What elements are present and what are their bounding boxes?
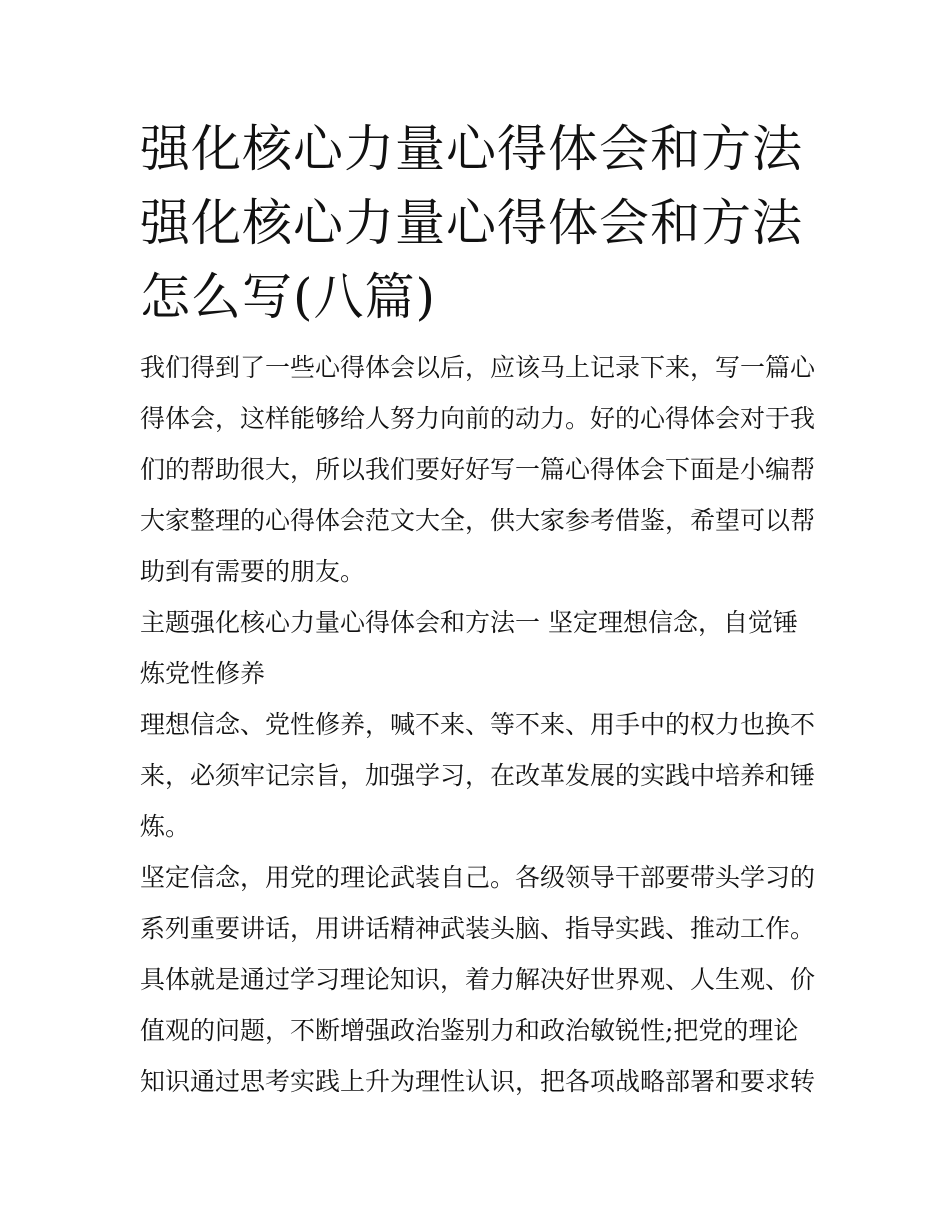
text-line: 系列重要讲话，用讲话精神武装头脑、指导实践、推动工作。 — [140, 914, 816, 943]
text-line: 我们得到了一些心得体会以后，应该马上记录下来，写一篇心 — [140, 353, 816, 382]
title-line: 强化核心力量心得体会和方法 — [140, 194, 803, 252]
text-line: 知识通过思考实践上升为理性认识，把各项战略部署和要求转 — [140, 1067, 816, 1096]
text-line: 理想信念、党性修养，喊不来、等不来、用手中的权力也换不 — [140, 710, 816, 739]
section-heading-paragraph — [140, 597, 820, 699]
text-line: 炼。 — [140, 812, 191, 841]
text-line: 坚定信念，用党的理论武装自己。各级领导干部要带头学习的 — [140, 863, 816, 892]
text-line: 具体就是通过学习理论知识，着力解决好世界观、人生观、价 — [140, 965, 816, 994]
text-line: 炼党性修养 — [140, 659, 266, 688]
document-title — [140, 112, 820, 334]
document-page — [140, 112, 820, 1107]
text-line: 得体会，这样能够给人努力向前的动力。好的心得体会对于我 — [140, 404, 816, 433]
body-paragraph — [140, 852, 820, 1107]
text-line: 主题强化核心力量心得体会和方法一 坚定理想信念，自觉锤 — [140, 608, 798, 637]
body-paragraph — [140, 699, 820, 852]
title-line: 强化核心力量心得体会和方法 — [140, 120, 803, 178]
text-line: 大家整理的心得体会范文大全，供大家参考借鉴，希望可以帮 — [140, 506, 816, 535]
text-line: 来，必须牢记宗旨，加强学习，在改革发展的实践中培养和锤 — [140, 761, 816, 790]
text-line: 们的帮助很大，所以我们要好好写一篇心得体会下面是小编帮 — [140, 455, 816, 484]
title-line: 怎么写(八篇) — [140, 268, 437, 326]
text-line: 助到有需要的朋友。 — [140, 557, 366, 586]
text-line: 值观的问题，不断增强政治鉴别力和政治敏锐性;把党的理论 — [140, 1016, 799, 1045]
intro-paragraph — [140, 342, 820, 597]
